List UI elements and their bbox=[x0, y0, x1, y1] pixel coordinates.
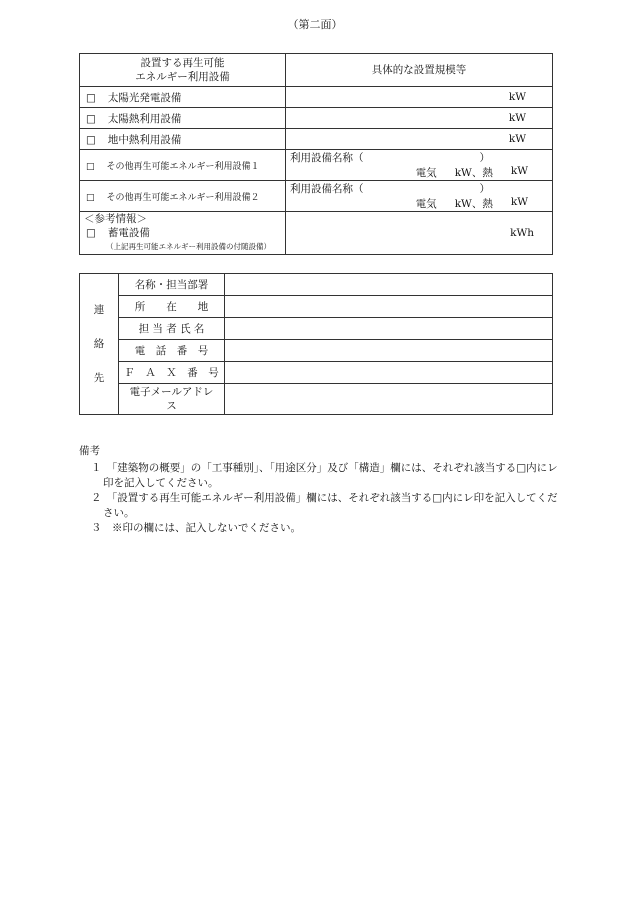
row-geothermal: □ 地中熱利用設備 kW bbox=[80, 129, 553, 150]
notes bbox=[79, 444, 559, 536]
checkbox[interactable]: □ bbox=[86, 227, 96, 239]
input-person[interactable] bbox=[225, 318, 553, 340]
checkbox[interactable]: □ bbox=[86, 91, 96, 104]
input-phone[interactable] bbox=[225, 340, 553, 362]
note-item: １ 「建築物の概要」の「工事種別」、「用途区分」及び「構造」欄には、それぞれ該当する□内にレ印を記入してください。 bbox=[91, 462, 558, 489]
label-phone: 電 話 番 号 bbox=[119, 340, 225, 362]
checkbox[interactable]: □ bbox=[86, 192, 95, 203]
input-other-1[interactable]: 利用設備名称（ ） 電気 kW、熱 kW bbox=[286, 150, 553, 181]
contact-table bbox=[79, 273, 553, 415]
label-address: 所 在 地 bbox=[119, 296, 225, 318]
note-item: ３ ※印の欄には、記入しないでください。 bbox=[91, 522, 301, 534]
row-battery: ＜参考情報＞ □ 蓄電設備 （上記再生可能エネルギー利用設備の付随設備） kWh bbox=[80, 212, 553, 255]
input-name-dept[interactable] bbox=[225, 274, 553, 296]
input-other-2[interactable]: 利用設備名称（ ） 電気 kW、熱 kW bbox=[286, 181, 553, 212]
input-solar-thermal[interactable]: kW bbox=[286, 108, 553, 129]
contact-side-label: 連 絡 先 bbox=[80, 274, 119, 415]
checkbox[interactable]: □ bbox=[86, 161, 95, 172]
label-name-dept: 名称・担当部署 bbox=[119, 274, 225, 296]
row-solar-pv: □ 太陽光発電設備 kW bbox=[80, 87, 553, 108]
equipment-table bbox=[79, 53, 553, 255]
row-other-1: □ その他再生可能エネルギー利用設備１ 利用設備名称（ ） 電気 kW、熱 kW bbox=[80, 150, 553, 181]
row-other-2: □ その他再生可能エネルギー利用設備２ 利用設備名称（ ） 電気 kW、熱 kW bbox=[80, 181, 553, 212]
header-scale: 具体的な設置規模等 bbox=[286, 54, 553, 87]
input-fax[interactable] bbox=[225, 362, 553, 384]
note-item: ２ 「設置する再生可能エネルギー利用設備」欄には、それぞれ該当する□内にレ印を記入してください。 bbox=[91, 492, 558, 519]
checkbox[interactable]: □ bbox=[86, 112, 96, 125]
page-title: （第二面） bbox=[287, 18, 343, 31]
notes-heading: 備考 bbox=[79, 445, 100, 457]
input-geothermal[interactable]: kW bbox=[286, 129, 553, 150]
label-person: 担 当 者 氏 名 bbox=[119, 318, 225, 340]
input-address[interactable] bbox=[225, 296, 553, 318]
reference-heading: ＜参考情報＞ bbox=[84, 213, 147, 225]
input-battery[interactable]: kWh bbox=[286, 212, 553, 255]
input-email[interactable] bbox=[225, 384, 553, 415]
label-email: 電子メールアドレ ス bbox=[119, 384, 225, 415]
input-solar-pv[interactable]: kW bbox=[286, 87, 553, 108]
header-equipment: 設置する再生可能 エネルギー利用設備 bbox=[80, 54, 286, 87]
label-fax: Ｆ Ａ Ｘ 番 号 bbox=[119, 362, 225, 384]
row-solar-thermal: □ 太陽熱利用設備 kW bbox=[80, 108, 553, 129]
checkbox[interactable]: □ bbox=[86, 133, 96, 146]
